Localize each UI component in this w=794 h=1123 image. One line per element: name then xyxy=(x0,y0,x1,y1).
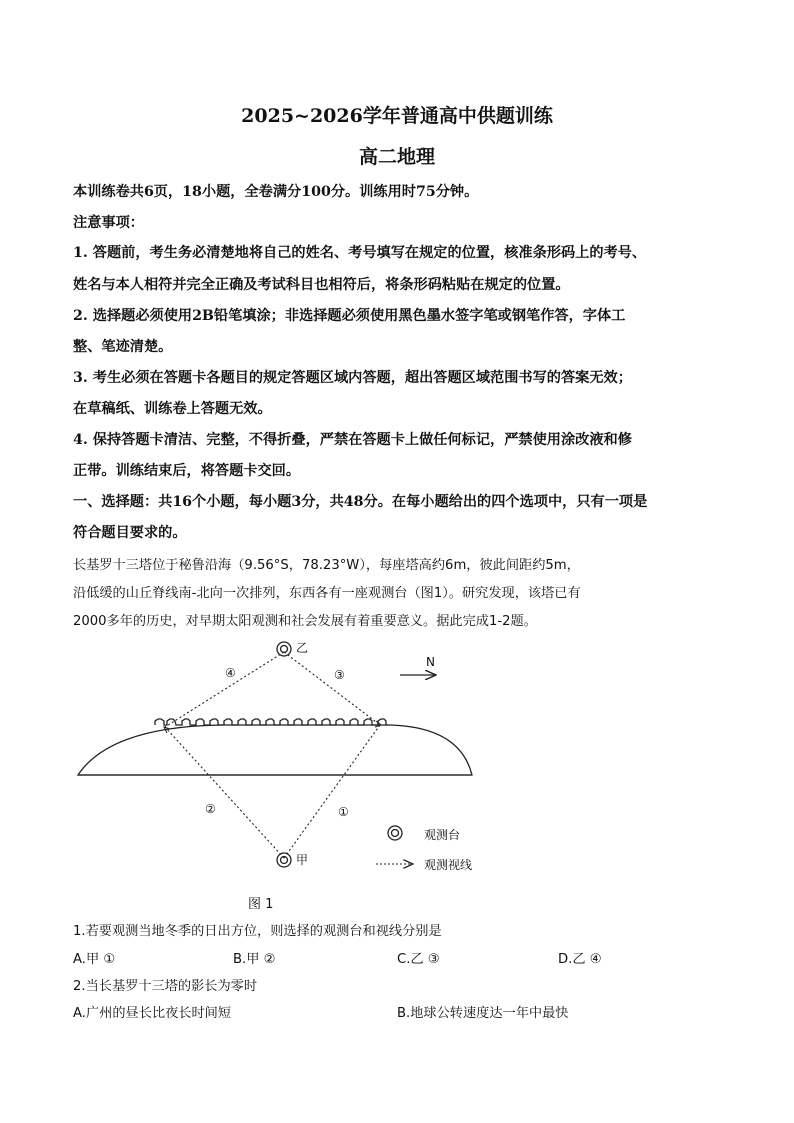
figure-1 xyxy=(70,635,490,875)
option-b: B.地球公转速度达一年中最快 xyxy=(397,1006,569,1021)
sight-line-1 xyxy=(284,725,380,858)
legend-line-label: 观测视线 xyxy=(424,858,473,872)
passage-line: 2000多年的历史，对早期太阳观测和社会发展有着重要意义。据此完成1-2题。 xyxy=(73,614,537,629)
figure-caption: 图 1 xyxy=(248,897,274,912)
sight-line-4 xyxy=(165,652,284,727)
line-label-4: ④ xyxy=(225,666,236,680)
option-a: A.广州的昼长比夜长时间短 xyxy=(73,1006,232,1021)
page-title: 2025~2026学年普通高中供题训练 xyxy=(241,105,553,127)
question-stem: 1.若要观测当地冬季的日出方位，则选择的观测台和视线分别是 xyxy=(73,924,442,939)
notice-line: 2. 选择题必须使用2B铅笔填涂；非选择题必须使用黑色墨水签字笔或钢笔作答，字体工 xyxy=(73,308,626,324)
option-d: D.乙 ④ xyxy=(558,952,602,967)
north-label: N xyxy=(426,655,435,669)
intro-text: 本训练卷共6页，18小题，全卷满分100分。训练用时75分钟。 xyxy=(73,184,479,200)
line-label-3: ③ xyxy=(334,668,345,682)
notice-line: 整、笔迹清楚。 xyxy=(73,339,173,355)
passage-line: 长基罗十三塔位于秘鲁沿海（9.56°S，78.23°W），每座塔高约6m，彼此间距约5m， xyxy=(73,558,580,573)
notice-line: 4. 保持答题卡清洁、完整，不得折叠，严禁在答题卡上做任何标记，严禁使用涂改液和修 xyxy=(73,432,632,448)
station-label-jia: 甲 xyxy=(296,853,309,867)
notice-heading: 注意事项： xyxy=(73,215,144,231)
passage-line: 沿低缓的山丘脊线南-北向一次排列，东西各有一座观测台（图1）。研究发现，该塔已有 xyxy=(73,586,581,601)
notice-line: 姓名与本人相符并完全正确及考试科目也相符后，将条形码粘贴在规定的位置。 xyxy=(73,277,570,293)
hill-outline xyxy=(78,725,472,775)
notice-line: 在草稿纸、训练卷上答题无效。 xyxy=(73,401,272,417)
station-label-yi: 乙 xyxy=(296,641,309,655)
option-c: C.乙 ③ xyxy=(397,952,440,967)
line-label-2: ② xyxy=(205,802,216,816)
station-yi xyxy=(277,642,291,656)
line-label-1: ① xyxy=(338,805,349,819)
section-heading: 一、选择题：共16个小题，每小题3分，共48分。在每小题给出的四个选项中，只有一项是 xyxy=(73,494,648,510)
notice-line: 3. 考生必须在答题卡各题目的规定答题区域内答题，超出答题区域范围书写的答案无效； xyxy=(73,370,632,386)
notice-line: 1. 答题前，考生务必清楚地将自己的姓名、考号填写在规定的位置，核准条形码上的考号、 xyxy=(73,245,647,261)
option-a: A.甲 ① xyxy=(73,952,116,967)
legend-station-icon xyxy=(388,826,402,840)
option-b: B.甲 ② xyxy=(233,952,276,967)
legend-station-label: 观测台 xyxy=(424,828,461,842)
subject-title: 高二地理 xyxy=(358,146,435,168)
sight-line-2 xyxy=(165,727,284,858)
station-jia xyxy=(277,853,291,867)
notice-line: 正带。训练结束后，将答题卡交回。 xyxy=(73,463,301,479)
section-heading: 符合题目要求的。 xyxy=(73,525,187,541)
sight-line-3 xyxy=(284,652,380,725)
question-stem: 2.当长基罗十三塔的影长为零时 xyxy=(73,979,258,994)
tower-crenellation xyxy=(155,719,388,725)
